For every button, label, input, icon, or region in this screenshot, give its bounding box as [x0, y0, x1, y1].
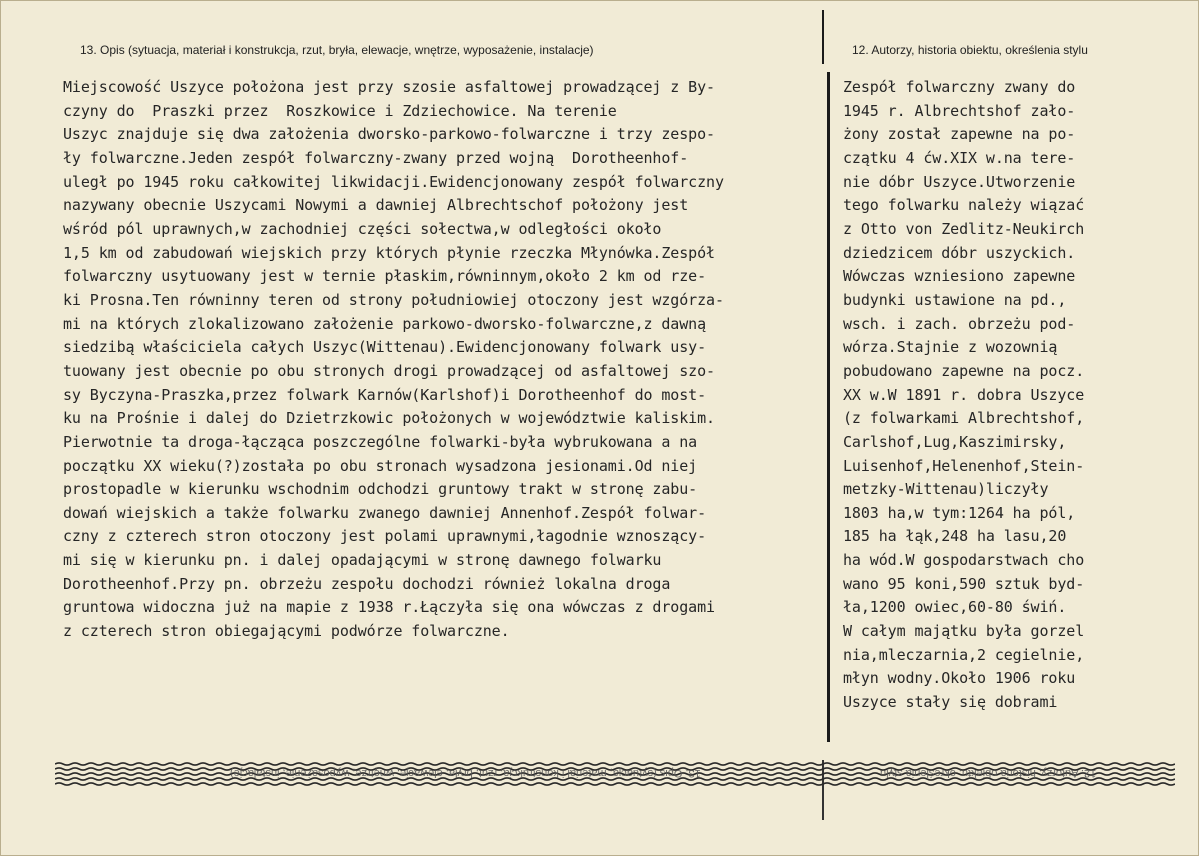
- history-line: nie dóbr Uszyce.Utworzenie: [843, 172, 1076, 191]
- description-line: z czterech stron obiegającymi podwórze folwarczne.: [63, 622, 510, 641]
- history-line: czątku 4 ćw.XIX w.na tere-: [843, 148, 1076, 167]
- description-text: [63, 76, 724, 644]
- history-line: (z folwarkami Albrechtshof,: [843, 409, 1085, 428]
- description-line: Dorotheenhof.Przy pn. obrzeżu zespołu dochodzi również lokalna droga: [63, 574, 671, 593]
- history-line: 1803 ha,w tym:1264 ha pól,: [843, 503, 1076, 522]
- history-line: żony został zapewne na po-: [843, 125, 1076, 144]
- description-line: dowań wiejskich a także folwarku zwanego dawniej Annenhof.Zespół folwar-: [63, 503, 707, 522]
- description-line: ły folwarczne.Jeden zespół folwarczny-zwany przed wojną Dorotheenhof-: [63, 148, 689, 167]
- history-line: ła,1200 owiec,60-80 świń.: [843, 598, 1067, 617]
- history-line: W całym majątku była gorzel: [843, 622, 1085, 641]
- description-line: sy Byczyna-Praszka,przez folwark Karnów(Karlshof)i Dorotheenhof do most-: [63, 385, 707, 404]
- description-line: nazywany obecnie Uszycami Nowymi a dawniej Albrechtschof położony jest: [63, 196, 689, 215]
- column-divider: [827, 72, 830, 742]
- description-line: prostopadle w kierunku wschodnim odchodzi gruntowy trakt w stronę zabu-: [63, 480, 698, 499]
- section-13-header: 13. Opis (sytuacja, materiał i konstrukcja, rzut, bryła, elewacje, wnętrze, wyposażenie, instalacje): [80, 43, 594, 57]
- column-divider-top: [822, 10, 824, 64]
- description-line: folwarczny usytuowany jest w ternie płaskim,równinnym,około 2 km od rze-: [63, 267, 707, 286]
- history-line: dziedzicem dóbr uszyckich.: [843, 243, 1076, 262]
- wavy-line: [55, 763, 1175, 765]
- description-line: mi się w kierunku pn. i dalej opadającymi w stronę dawnego folwarku: [63, 551, 662, 570]
- history-line: budynki ustawione na pd.,: [843, 290, 1067, 309]
- description-line: wśród pól uprawnych,w zachodniej części sołectwa,w odległości około: [63, 219, 662, 238]
- history-line: tego folwarku należy wiązać: [843, 196, 1085, 215]
- description-line: czyny do Praszki przez Roszkowice i Zdziechowice. Na terenie: [63, 101, 617, 120]
- history-line: XX w.W 1891 r. dobra Uszyce: [843, 385, 1085, 404]
- description-line: ku na Prośnie i dalej do Dzietrzkowic położonych w województwie kaliskim.: [63, 409, 715, 428]
- history-line: nia,mleczarnia,2 cegielnie,: [843, 645, 1085, 664]
- description-line: Uszyc znajduje się dwa założenia dworsko-parkowo-folwarczne i trzy zespo-: [63, 125, 715, 144]
- mirrored-footer-right: 12. Autorzy, historia obiektu, określenia stylu: [880, 767, 1097, 779]
- history-line: metzky-Wittenau)liczyły: [843, 480, 1049, 499]
- description-line: czny z czterech stron otoczony jest polami uprawnymi,łagodnie wznoszący-: [63, 527, 707, 546]
- description-line: ki Prosna.Ten równinny teren od strony południowiej otoczony jest wzgórza-: [63, 290, 724, 309]
- section-12-header: 12. Autorzy, historia obiektu, określenia stylu: [852, 43, 1088, 57]
- description-line: tuowany jest obecnie po obu stronych drogi prowadzącej od asfaltowej szo-: [63, 361, 715, 380]
- history-line: Wówczas wzniesiono zapewne: [843, 267, 1076, 286]
- history-line: wsch. i zach. obrzeżu pod-: [843, 314, 1076, 333]
- description-line: 1,5 km od zabudowań wiejskich przy których płynie rzeczka Młynówka.Zespół: [63, 243, 715, 262]
- history-line: 185 ha łąk,248 ha lasu,20: [843, 527, 1067, 546]
- history-line: wórza.Stajnie z wozownią: [843, 338, 1058, 357]
- history-line: 1945 r. Albrechtshof zało-: [843, 101, 1076, 120]
- history-text: [843, 76, 1084, 715]
- history-line: Uszyce stały się dobrami: [843, 693, 1058, 712]
- history-line: Carlshof,Lug,Kaszimirsky,: [843, 432, 1067, 451]
- description-line: mi na których zlokalizowano założenie parkowo-dworsko-folwarczne,z dawną: [63, 314, 707, 333]
- history-line: ha wód.W gospodarstwach cho: [843, 551, 1085, 570]
- description-line: uległ po 1945 roku całkowitej likwidacji.Ewidencjonowany zespół folwarczny: [63, 172, 724, 191]
- wavy-line: [55, 783, 1175, 785]
- description-line: początku XX wieku(?)została po obu stronach wysadzona jesionami.Od niej: [63, 456, 698, 475]
- history-line: z Otto von Zedlitz-Neukirch: [843, 219, 1085, 238]
- history-line: młyn wodny.Około 1906 roku: [843, 669, 1076, 688]
- description-line: Pierwotnie ta droga-łącząca poszczególne folwarki-była wybrukowana a na: [63, 432, 698, 451]
- mirrored-footer-left: 13. Opis (sytuacja, materiał i konstrukcja, rzut, bryła, elewacje, wnętrze, wyposażenie, instalacje): [230, 767, 701, 779]
- history-line: pobudowano zapewne na pocz.: [843, 361, 1085, 380]
- description-line: Miejscowość Uszyce położona jest przy szosie asfaltowej prowadzącej z By-: [63, 78, 715, 96]
- history-line: Luisenhof,Helenenhof,Stein-: [843, 456, 1085, 475]
- history-line: Zespół folwarczny zwany do: [843, 78, 1076, 96]
- description-line: siedzibą właściciela całych Uszyc(Wittenau).Ewidencjonowany folwark usy-: [63, 338, 707, 357]
- description-line: gruntowa widoczna już na mapie z 1938 r.Łączyła się ona wówczas z drogami: [63, 598, 715, 617]
- history-line: wano 95 koni,590 sztuk byd-: [843, 574, 1085, 593]
